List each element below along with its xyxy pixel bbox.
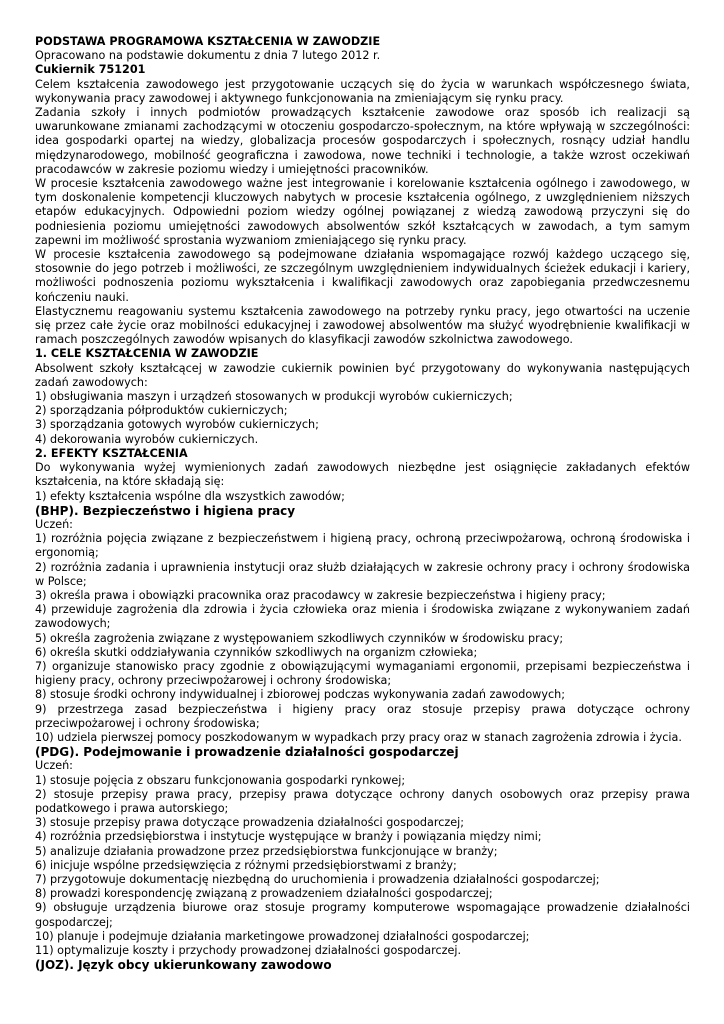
- bhp-heading: (BHP). Bezpieczeństwo i higiena pracy: [35, 503, 296, 518]
- intro-paragraph: W procesie kształcenia zawodowego są podejmowane działania wspomagające rozwój każdego uczącego się, stosownie do jego potrzeb i możliwości, ze szczególnym uwzględnieniem indywidualnych ścieżek edukacji i kariery, możliwości podnoszenia poziomu wykształcenia i kwalifikacji zawodowych oraz zapobiegania przedwczesnemu kończeniu nauki.: [35, 248, 690, 304]
- list-item: 6) określa skutki oddziaływania czynników szkodliwych na organizm człowieka;: [35, 645, 478, 659]
- list-item: 4) dekorowania wyrobów cukierniczych.: [35, 432, 259, 446]
- list-item: 1) obsługiwania maszyn i urządzeń stosowanych w produkcji wyrobów cukierniczych;: [35, 390, 513, 404]
- section-lead: Absolwent szkoły kształcącej w zawodzie cukiernik powinien być przygotowany do wykonywania następujących zadań zawodowych:: [35, 361, 690, 389]
- section-lead: Do wykonywania wyżej wymienionych zadań zawodowych niezbędne jest osiągnięcie zakładanych efektów kształcenia, na które składają się:: [35, 461, 690, 489]
- list-item: 8) stosuje środki ochrony indywidualnej i zbiorowej podczas wykonywania zadań zawodowych;: [35, 688, 565, 702]
- document-page: [35, 35, 690, 972]
- list-item: 6) inicjuje wspólne przedsięwzięcia z różnymi przedsiębiorstwami z branży;: [35, 858, 457, 872]
- intro-paragraph: Zadania szkoły i innych podmiotów prowadzących kształcenie zawodowe oraz sposób ich realizacji są uwarunkowane zmianami zachodzącymi w otoczeniu gospodarczo-społecznym, na które wpływają w szczególności: idea gospodarki opartej na wiedzy, globalizacja procesów gospodarczych i społecznych, rosnący udział handlu międzynarodowego, mobilność geograficzna i zawodowa, nowe techniki i technologie, a także wzrost oczekiwań pracodawców w zakresie poziomu wiedzy i umiejętności pracowników.: [35, 106, 690, 176]
- list-item: 2) stosuje przepisy prawa pracy, przepisy prawa dotyczące ochrony danych osobowych oraz przepisy prawa podatkowego i prawa autorskiego;: [35, 787, 690, 815]
- section-heading-goals: 1. CELE KSZTAŁCENIA W ZAWODZIE: [35, 347, 259, 361]
- list-item: 7) organizuje stanowisko pracy zgodnie z obowiązującymi wymaganiami ergonomii, przepisami bezpieczeństwa i higieny pracy, ochrony przeciwpożarowej i ochrony środowiska;: [35, 659, 690, 688]
- section-heading-outcomes: 2. EFEKTY KSZTAŁCENIA: [35, 446, 188, 460]
- profession-title: Cukiernik 751201: [35, 63, 146, 77]
- list-item: 9) obsługuje urządzenia biurowe oraz stosuje programy komputerowe wspomagające prowadzenie działalności gospodarczej;: [35, 901, 690, 929]
- list-item: 5) określa zagrożenia związane z występowaniem szkodliwych czynników w środowisku pracy;: [35, 631, 564, 645]
- pdg-heading: (PDG). Podejmowanie i prowadzenie działalności gospodarczej: [35, 745, 459, 760]
- list-item: 3) określa prawa i obowiązki pracownika oraz pracodawcy w zakresie bezpieczeństwa i higieny pracy;: [35, 588, 606, 602]
- document-title: PODSTAWA PROGRAMOWA KSZTAŁCENIA W ZAWODZIE: [35, 35, 381, 48]
- joz-heading: (JOZ). Język obcy ukierunkowany zawodowo: [35, 958, 332, 973]
- list-item: 10) udziela pierwszej pomocy poszkodowanym w wypadkach przy pracy oraz w stanach zagrożenia zdrowia i życia.: [35, 730, 682, 744]
- list-item: 9) przestrzega zasad bezpieczeństwa i higieny pracy oraz stosuje przepisy prawa dotyczące ochrony przeciwpożarowej i ochrony środowiska;: [35, 702, 690, 730]
- document-subtitle: Opracowano na podstawie dokumentu z dnia 7 lutego 2012 r.: [35, 49, 381, 63]
- list-item: 1) stosuje pojęcia z obszaru funkcjonowania gospodarki rynkowej;: [35, 773, 406, 787]
- intro-paragraph: Elastycznemu reagowaniu systemu kształcenia zawodowego na potrzeby rynku pracy, jego otwartości na uczenie się przez całe życie oraz mobilności edukacyjnej i zawodowej absolwentów ma służyć wyodrębnienie kwalifikacji w ramach poszczególnych zawodów wpisanych do klasyfikacji zawodów szkolnictwa zawodowego.: [35, 304, 690, 347]
- student-label: Uczeń:: [35, 517, 73, 531]
- list-item: 4) rozróżnia przedsiębiorstwa i instytucje występujące w branży i powiązania między nimi;: [35, 830, 542, 844]
- list-item: 10) planuje i podejmuje działania marketingowe prowadzonej działalności gospodarczej;: [35, 929, 530, 943]
- list-item: 3) sporządzania gotowych wyrobów cukierniczych;: [35, 418, 319, 432]
- list-item: 11) optymalizuje koszty i przychody prowadzonej działalności gospodarczej.: [35, 944, 462, 957]
- intro-paragraph: W procesie kształcenia zawodowego ważne jest integrowanie i korelowanie kształcenia ogólnego i zawodowego, w tym doskonalenie kompetencji kluczowych nabytych w procesie kształcenia ogólnego, z uwzględnieniem niższych etapów edukacyjnych. Odpowiedni poziom wiedzy ogólnej powiązanej z wiedzą zawodową przyczyni się do podniesienia poziomu umiejętności zawodowych absolwentów szkół kształcących w zawodach, a tym samym zapewni im możliwość sprostania wyzwaniom zmieniającego się rynku pracy.: [35, 177, 690, 247]
- list-item: 4) przewiduje zagrożenia dla zdrowia i życia człowieka oraz mienia i środowiska związane z wykonywaniem zadań zawodowych;: [35, 603, 690, 631]
- intro-paragraph: Celem kształcenia zawodowego jest przygotowanie uczących się do życia w warunkach współczesnego świata, wykonywania pracy zawodowej i aktywnego funkcjonowania na zmieniającym się rynku pracy.: [35, 77, 690, 105]
- list-item: 1) rozróżnia pojęcia związane z bezpieczeństwem i higieną pracy, ochroną przeciwpożarową, ochroną środowiska i ergonomią;: [35, 532, 690, 560]
- list-item: 1) efekty kształcenia wspólne dla wszystkich zawodów;: [35, 489, 345, 503]
- list-item: 3) stosuje przepisy prawa dotyczące prowadzenia działalności gospodarczej;: [35, 816, 465, 830]
- list-item: 2) sporządzania półproduktów cukierniczych;: [35, 404, 288, 418]
- list-item: 5) analizuje działania prowadzone przez przedsiębiorstwa funkcjonujące w branży;: [35, 844, 498, 858]
- student-label: Uczeń:: [35, 759, 73, 773]
- list-item: 8) prowadzi korespondencję związaną z prowadzeniem działalności gospodarczej;: [35, 887, 493, 901]
- list-item: 7) przygotowuje dokumentację niezbędną do uruchomienia i prowadzenia działalności gospodarczej;: [35, 872, 600, 886]
- list-item: 2) rozróżnia zadania i uprawnienia instytucji oraz służb działających w zakresie ochrony pracy i ochrony środowiska w Polsce;: [35, 560, 690, 588]
